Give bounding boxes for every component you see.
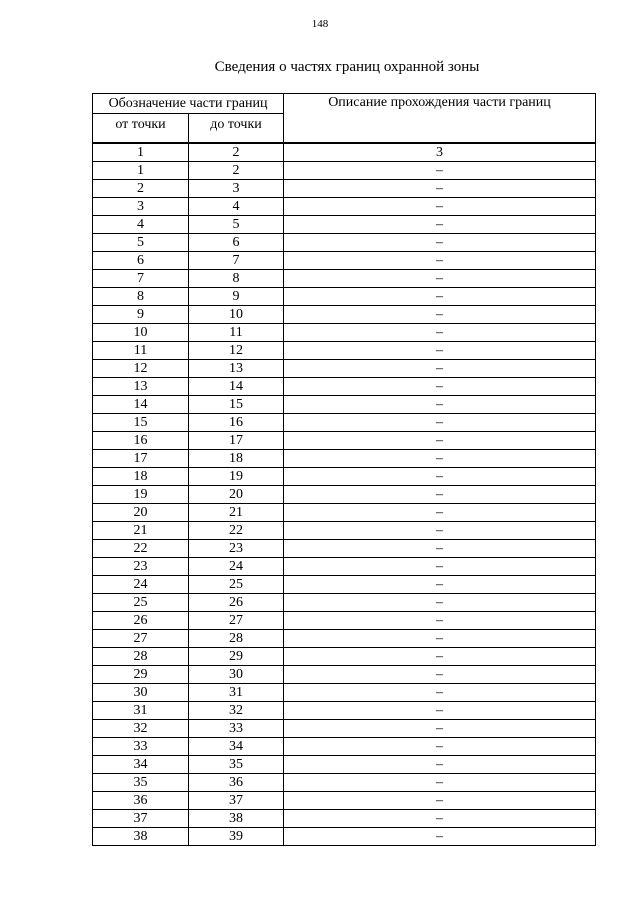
description-cell: – xyxy=(284,216,596,234)
table-row xyxy=(93,306,596,324)
to-point-cell: 4 xyxy=(189,198,284,216)
from-point-cell: 12 xyxy=(93,360,189,378)
column-number-row xyxy=(93,143,596,162)
table-row xyxy=(93,360,596,378)
to-point-cell: 17 xyxy=(189,432,284,450)
description-cell: – xyxy=(284,342,596,360)
from-point-cell: 33 xyxy=(93,738,189,756)
table-row xyxy=(93,522,596,540)
table-row xyxy=(93,468,596,486)
description-cell: – xyxy=(284,792,596,810)
table-row xyxy=(93,234,596,252)
from-point-cell: 13 xyxy=(93,378,189,396)
from-point-cell: 32 xyxy=(93,720,189,738)
description-cell: – xyxy=(284,810,596,828)
to-point-cell: 27 xyxy=(189,612,284,630)
from-point-cell: 23 xyxy=(93,558,189,576)
to-point-cell: 16 xyxy=(189,414,284,432)
to-point-cell: 33 xyxy=(189,720,284,738)
header-boundary-designation: Обозначение части границ xyxy=(93,94,284,114)
to-point-cell: 13 xyxy=(189,360,284,378)
table-row xyxy=(93,756,596,774)
description-cell: – xyxy=(284,576,596,594)
table-row xyxy=(93,432,596,450)
header-from-point: от точки xyxy=(93,114,189,144)
from-point-cell: 9 xyxy=(93,306,189,324)
description-cell: – xyxy=(284,486,596,504)
from-point-cell: 21 xyxy=(93,522,189,540)
table-body xyxy=(93,143,596,846)
table-row xyxy=(93,486,596,504)
from-point-cell: 34 xyxy=(93,756,189,774)
description-cell: – xyxy=(284,666,596,684)
description-cell: – xyxy=(284,270,596,288)
table-row xyxy=(93,270,596,288)
table-row xyxy=(93,378,596,396)
description-cell: – xyxy=(284,378,596,396)
description-cell: – xyxy=(284,450,596,468)
from-point-cell: 36 xyxy=(93,792,189,810)
to-point-cell: 2 xyxy=(189,162,284,180)
description-cell: – xyxy=(284,396,596,414)
to-point-cell: 34 xyxy=(189,738,284,756)
column-number-cell: 3 xyxy=(284,143,596,162)
table-row xyxy=(93,450,596,468)
from-point-cell: 35 xyxy=(93,774,189,792)
to-point-cell: 25 xyxy=(189,576,284,594)
table-row xyxy=(93,810,596,828)
table-row xyxy=(93,162,596,180)
table-row xyxy=(93,342,596,360)
description-cell: – xyxy=(284,738,596,756)
from-point-cell: 16 xyxy=(93,432,189,450)
from-point-cell: 25 xyxy=(93,594,189,612)
to-point-cell: 20 xyxy=(189,486,284,504)
to-point-cell: 21 xyxy=(189,504,284,522)
header-to-point: до точки xyxy=(189,114,284,144)
description-cell: – xyxy=(284,720,596,738)
to-point-cell: 9 xyxy=(189,288,284,306)
from-point-cell: 26 xyxy=(93,612,189,630)
description-cell: – xyxy=(284,648,596,666)
description-cell: – xyxy=(284,828,596,846)
description-cell: – xyxy=(284,432,596,450)
from-point-cell: 14 xyxy=(93,396,189,414)
description-cell: – xyxy=(284,630,596,648)
from-point-cell: 5 xyxy=(93,234,189,252)
description-cell: – xyxy=(284,540,596,558)
column-number-cell: 1 xyxy=(93,143,189,162)
table-row xyxy=(93,288,596,306)
to-point-cell: 12 xyxy=(189,342,284,360)
description-cell: – xyxy=(284,468,596,486)
to-point-cell: 3 xyxy=(189,180,284,198)
to-point-cell: 10 xyxy=(189,306,284,324)
to-point-cell: 39 xyxy=(189,828,284,846)
to-point-cell: 11 xyxy=(189,324,284,342)
to-point-cell: 22 xyxy=(189,522,284,540)
table-row xyxy=(93,612,596,630)
description-cell: – xyxy=(284,288,596,306)
from-point-cell: 20 xyxy=(93,504,189,522)
header-boundary-description: Описание прохождения части границ xyxy=(284,94,596,144)
to-point-cell: 18 xyxy=(189,450,284,468)
description-cell: – xyxy=(284,234,596,252)
description-cell: – xyxy=(284,360,596,378)
to-point-cell: 32 xyxy=(189,702,284,720)
table-row xyxy=(93,720,596,738)
from-point-cell: 31 xyxy=(93,702,189,720)
from-point-cell: 4 xyxy=(93,216,189,234)
table-row xyxy=(93,396,596,414)
description-cell: – xyxy=(284,198,596,216)
from-point-cell: 7 xyxy=(93,270,189,288)
table-row xyxy=(93,414,596,432)
table-row xyxy=(93,324,596,342)
description-cell: – xyxy=(284,684,596,702)
description-cell: – xyxy=(284,414,596,432)
to-point-cell: 35 xyxy=(189,756,284,774)
description-cell: – xyxy=(284,522,596,540)
from-point-cell: 30 xyxy=(93,684,189,702)
table-row xyxy=(93,198,596,216)
table-row xyxy=(93,558,596,576)
description-cell: – xyxy=(284,180,596,198)
from-point-cell: 2 xyxy=(93,180,189,198)
to-point-cell: 38 xyxy=(189,810,284,828)
to-point-cell: 31 xyxy=(189,684,284,702)
to-point-cell: 15 xyxy=(189,396,284,414)
from-point-cell: 17 xyxy=(93,450,189,468)
from-point-cell: 1 xyxy=(93,162,189,180)
from-point-cell: 6 xyxy=(93,252,189,270)
to-point-cell: 26 xyxy=(189,594,284,612)
description-cell: – xyxy=(284,612,596,630)
to-point-cell: 5 xyxy=(189,216,284,234)
table-row xyxy=(93,648,596,666)
to-point-cell: 7 xyxy=(189,252,284,270)
table-row xyxy=(93,828,596,846)
table-row xyxy=(93,792,596,810)
table-row xyxy=(93,774,596,792)
to-point-cell: 29 xyxy=(189,648,284,666)
to-point-cell: 30 xyxy=(189,666,284,684)
description-cell: – xyxy=(284,324,596,342)
from-point-cell: 18 xyxy=(93,468,189,486)
description-cell: – xyxy=(284,774,596,792)
table-row xyxy=(93,738,596,756)
table-row xyxy=(93,576,596,594)
description-cell: – xyxy=(284,756,596,774)
to-point-cell: 6 xyxy=(189,234,284,252)
to-point-cell: 8 xyxy=(189,270,284,288)
description-cell: – xyxy=(284,252,596,270)
from-point-cell: 38 xyxy=(93,828,189,846)
from-point-cell: 29 xyxy=(93,666,189,684)
to-point-cell: 28 xyxy=(189,630,284,648)
from-point-cell: 8 xyxy=(93,288,189,306)
document-title: Сведения о частях границ охранной зоны xyxy=(214,59,480,75)
page-number: 148 xyxy=(311,18,329,30)
from-point-cell: 11 xyxy=(93,342,189,360)
to-point-cell: 37 xyxy=(189,792,284,810)
table-row xyxy=(93,180,596,198)
table-row xyxy=(93,216,596,234)
from-point-cell: 28 xyxy=(93,648,189,666)
description-cell: – xyxy=(284,558,596,576)
to-point-cell: 14 xyxy=(189,378,284,396)
table-row xyxy=(93,666,596,684)
to-point-cell: 24 xyxy=(189,558,284,576)
description-cell: – xyxy=(284,504,596,522)
from-point-cell: 15 xyxy=(93,414,189,432)
from-point-cell: 3 xyxy=(93,198,189,216)
table-row xyxy=(93,702,596,720)
to-point-cell: 23 xyxy=(189,540,284,558)
boundary-parts-table xyxy=(92,93,596,846)
from-point-cell: 24 xyxy=(93,576,189,594)
from-point-cell: 10 xyxy=(93,324,189,342)
description-cell: – xyxy=(284,702,596,720)
description-cell: – xyxy=(284,594,596,612)
table-row xyxy=(93,684,596,702)
from-point-cell: 27 xyxy=(93,630,189,648)
table-row xyxy=(93,540,596,558)
from-point-cell: 37 xyxy=(93,810,189,828)
from-point-cell: 22 xyxy=(93,540,189,558)
description-cell: – xyxy=(284,306,596,324)
table-row xyxy=(93,252,596,270)
description-cell: – xyxy=(284,162,596,180)
column-number-cell: 2 xyxy=(189,143,284,162)
table-row xyxy=(93,630,596,648)
to-point-cell: 19 xyxy=(189,468,284,486)
table-row xyxy=(93,594,596,612)
from-point-cell: 19 xyxy=(93,486,189,504)
table-row xyxy=(93,504,596,522)
to-point-cell: 36 xyxy=(189,774,284,792)
